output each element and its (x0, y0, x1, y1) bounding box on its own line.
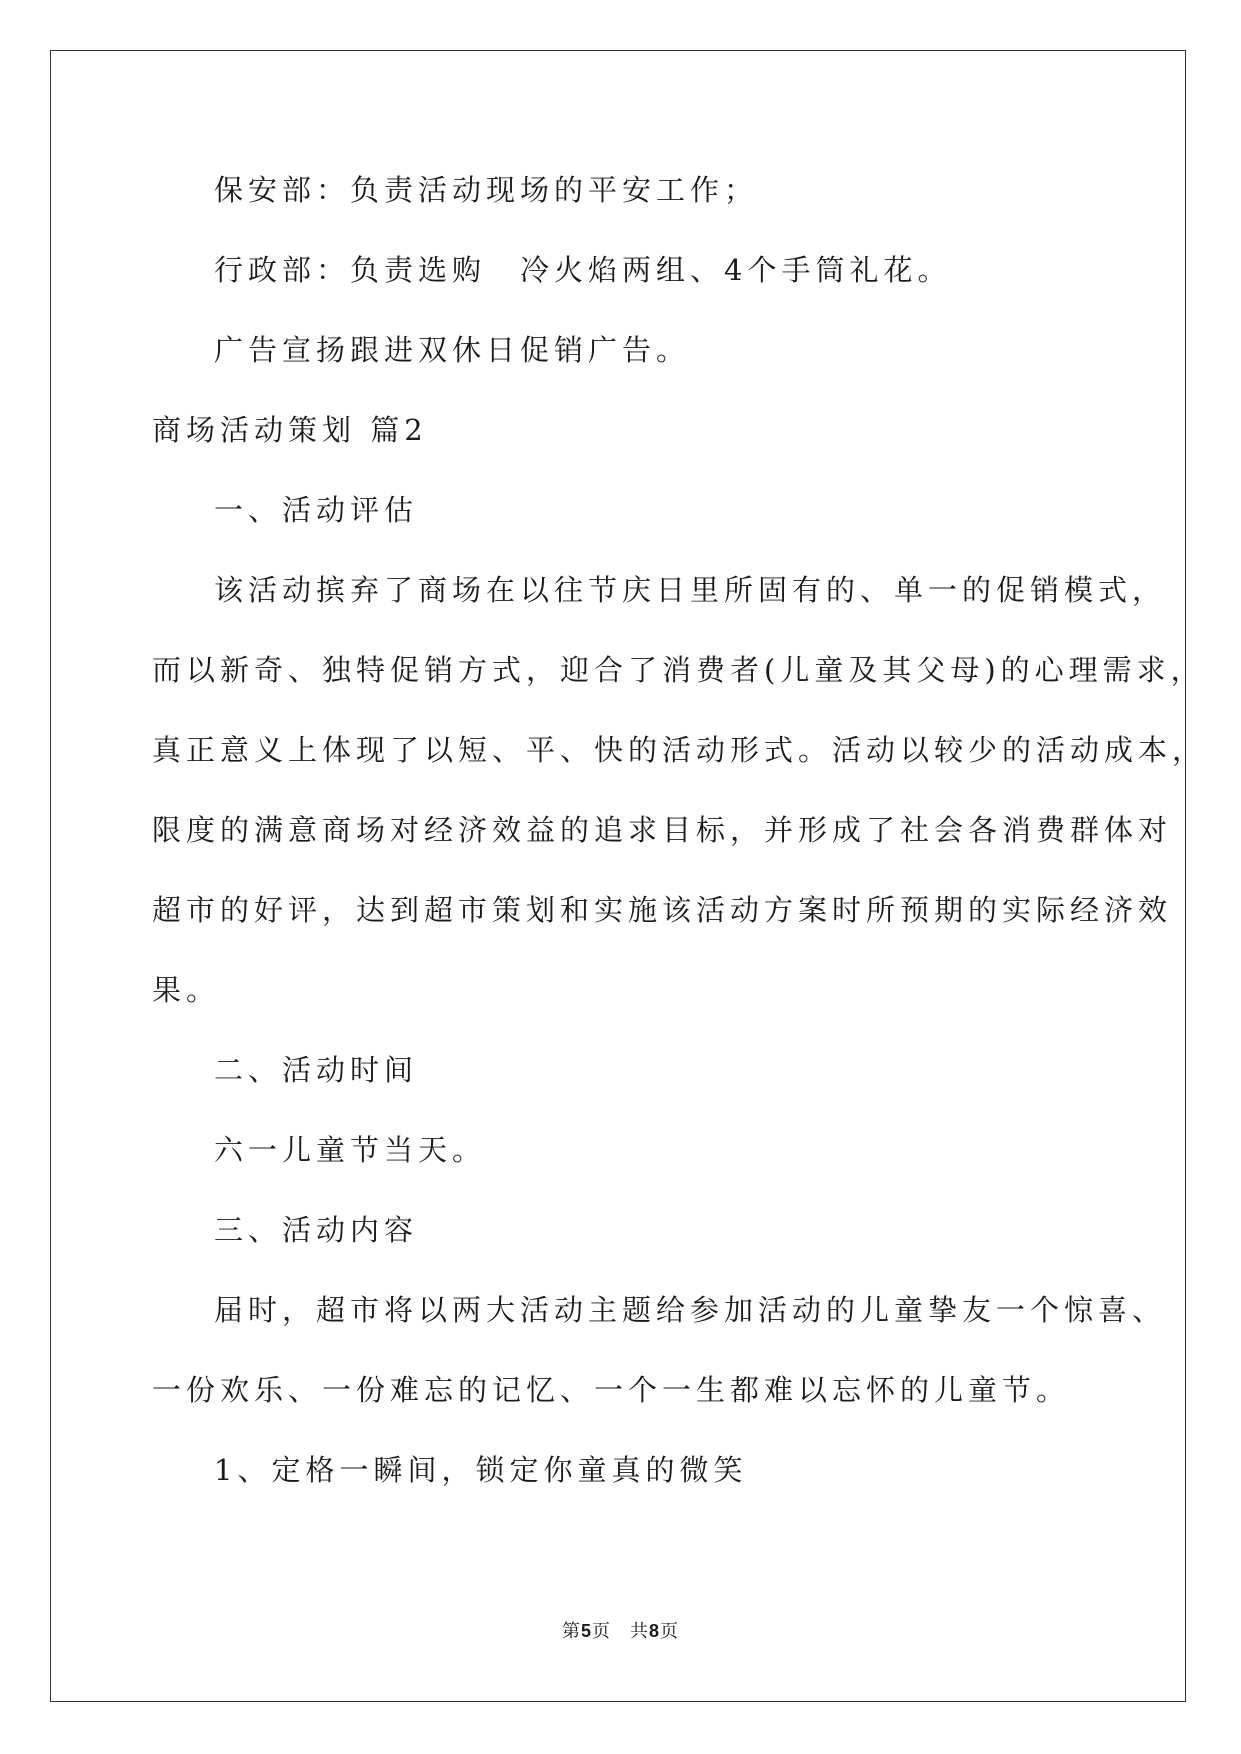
heading-activity-evaluation: 一、活动评估 (214, 493, 419, 527)
paragraph-advertising: 广告宣扬跟进双休日促销广告。 (214, 333, 691, 367)
paragraph-evaluation-line-6: 果。 (152, 973, 221, 1007)
footer-prefix: 第 (561, 1621, 581, 1642)
paragraph-content-line-2: 一份欢乐、一份难忘的记忆、一个一生都难以忘怀的儿童节。 (152, 1373, 1071, 1407)
paragraph-evaluation-line-5: 超市的好评，达到超市策划和实施该活动方案时所预期的实际经济效 (152, 893, 1173, 927)
footer-suffix: 页 (660, 1621, 680, 1642)
heading-activity-content: 三、活动内容 (214, 1213, 419, 1247)
paragraph-evaluation-line-1: 该活动摈弃了商场在以往节庆日里所固有的、单一的促销模式， (214, 573, 1167, 607)
paragraph-admin-dept: 行政部：负责选购 冷火焰两组、4个手筒礼花。 (214, 253, 952, 287)
total-page-number: 8 (649, 1621, 661, 1641)
subheading-item-1: 1、定格一瞬间，锁定你童真的微笑 (214, 1453, 748, 1487)
paragraph-evaluation-line-2: 而以新奇、独特促销方式，迎合了消费者(儿童及其父母)的心理需求， (152, 653, 1205, 687)
paragraph-content-line-1: 届时，超市将以两大活动主题给参加活动的儿童挚友一个惊喜、 (214, 1293, 1167, 1327)
paragraph-activity-time: 六一儿童节当天。 (214, 1133, 487, 1167)
footer-middle: 页 共 (592, 1621, 649, 1642)
section-heading: 商场活动策划 篇2 (152, 413, 428, 447)
heading-activity-time: 二、活动时间 (214, 1053, 419, 1087)
page-footer (0, 1620, 1241, 1643)
paragraph-evaluation-line-3: 真正意义上体现了以短、平、快的活动形式。活动以较少的活动成本， (152, 733, 1207, 767)
paragraph-evaluation-line-4: 限度的满意商场对经济效益的追求目标，并形成了社会各消费群体对 (152, 813, 1173, 847)
paragraph-security-dept: 保安部：负责活动现场的平安工作； (214, 173, 759, 207)
current-page-number: 5 (580, 1621, 592, 1641)
